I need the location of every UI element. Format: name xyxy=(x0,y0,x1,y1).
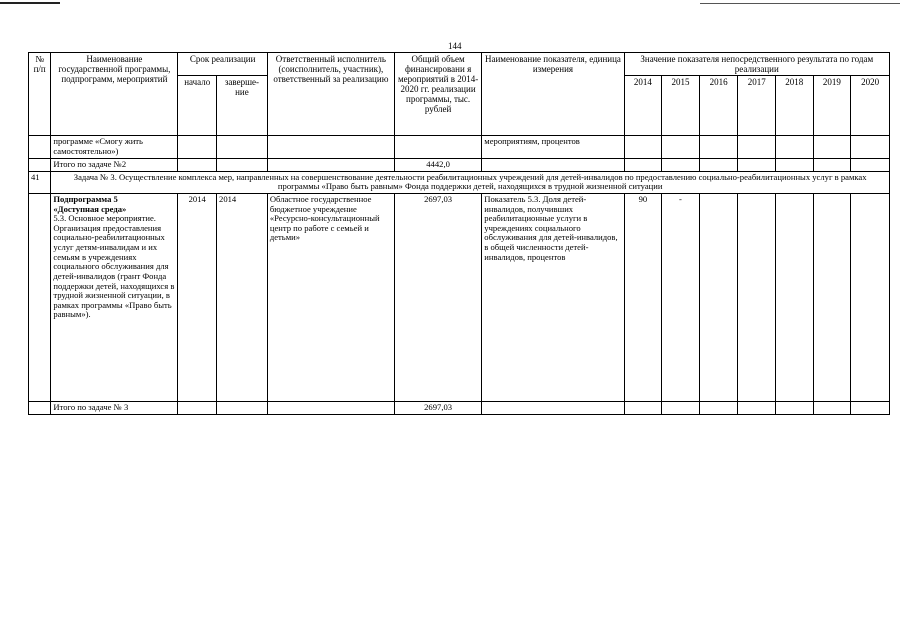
table-row xyxy=(29,193,890,401)
header-name: Наименование государственной программы, подпрограмм, мероприятий xyxy=(51,53,178,136)
header-volume: Общий объем финансировани я мероприятий в 2014-2020 гг. реализации программы, тыс. рублей xyxy=(394,53,481,136)
header-term-start: начало xyxy=(178,76,217,136)
task3-text: Задача № 3. Осуществление комплекса мер, направленных на совершенствование деятельности реабилитационных учреждений для детей-инвалидов по предоставлению социально-реабилитационных услуг в рамках программы «Право быть равным» Фонда поддержки детей, находящихся в трудной жизненной ситуации xyxy=(51,171,890,193)
header-values: Значение показателя непосредственного результата по годам реализации xyxy=(624,53,889,76)
header-term: Срок реализации xyxy=(178,53,267,76)
header-term-end: заверше-ние xyxy=(217,76,268,136)
year-2020: 2020 xyxy=(851,76,890,136)
total-row xyxy=(29,401,890,414)
responsible-org: Областное государственное бюджетное учреждение «Ресурсно-консультационный центр по работе с семьей и детьми» xyxy=(267,193,394,401)
subprogram-title: Подпрограмма 5 xyxy=(53,193,118,204)
program-table xyxy=(28,52,890,415)
task-row xyxy=(29,171,890,193)
indicator-text: Показатель 5.3. Доля детей-инвалидов, получивших реабилитационные услуги в учреждениях социального обслуживания для детей-инвалидов, в общей численности детей-инвалидов, процентов xyxy=(482,193,624,401)
scan-artifact xyxy=(0,2,60,4)
page-number: 144 xyxy=(448,41,462,51)
volume-value: 2697,03 xyxy=(394,193,481,401)
value-2015: - xyxy=(662,193,700,401)
header-num: № п/п xyxy=(29,53,51,136)
cont-name: программе «Смогу жить самостоятельно») xyxy=(51,136,178,159)
task3-num: 41 xyxy=(29,171,51,193)
year-2015: 2015 xyxy=(662,76,700,136)
year-2016: 2016 xyxy=(699,76,738,136)
year-2018: 2018 xyxy=(776,76,814,136)
year-2019: 2019 xyxy=(813,76,851,136)
end-year: 2014 xyxy=(217,193,268,401)
scan-artifact xyxy=(700,3,900,4)
header-responsible: Ответственный исполнитель (соисполнитель, участник), ответственный за реализацию xyxy=(267,53,394,136)
cont-indicator: мероприятиям, процентов xyxy=(482,136,624,159)
total2-label: Итого по задаче №2 xyxy=(51,159,178,172)
event-text: 5.3. Основное мероприятие. Организация предоставления социально-реабилитационных услуг детям-инвалидам и их семьям в учреждениях социального обслуживания для детей-инвалидов (грант Фонда поддержки детей, находящихся в трудной жизненной ситуации, в рамках программы «Право быть равным»). xyxy=(53,213,175,320)
year-2017: 2017 xyxy=(738,76,776,136)
start-year: 2014 xyxy=(178,193,217,401)
subprogram-name: «Доступная среда» xyxy=(53,203,127,214)
total-row xyxy=(29,159,890,172)
total3-label: Итого по задаче № 3 xyxy=(51,401,178,414)
total3-value: 2697,03 xyxy=(394,401,481,414)
header-row xyxy=(29,53,890,76)
year-2014: 2014 xyxy=(624,76,662,136)
value-2014: 90 xyxy=(624,193,662,401)
total2-value: 4442,0 xyxy=(394,159,481,172)
program-cell xyxy=(51,193,178,401)
header-indicator: Наименование показателя, единица измерения xyxy=(482,53,624,136)
table-row xyxy=(29,136,890,159)
